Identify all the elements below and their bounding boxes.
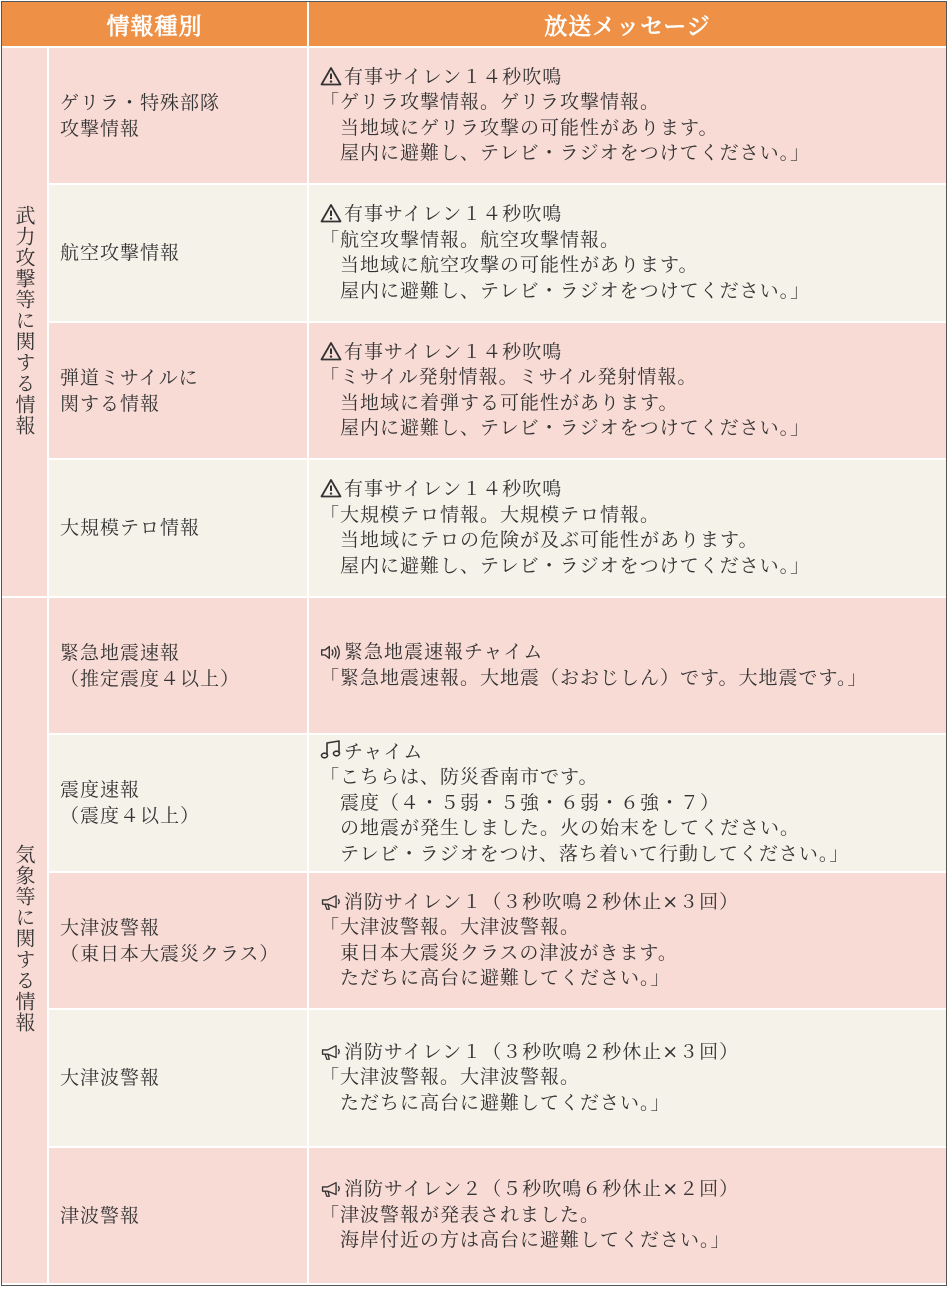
table-row	[2, 734, 946, 872]
alert-sound-text: 消防サイレン２（５秒吹鳴６秒休止×２回）	[344, 1178, 740, 1201]
info-type-text: （震度４以上）	[60, 805, 201, 827]
alert-sound-line	[320, 1177, 946, 1203]
category-label: 武力攻撃等に関する情報	[12, 204, 36, 436]
message-line: 「津波警報が発表されました。	[320, 1203, 601, 1226]
message-line: の地震が発生しました。火の始末をしてください。	[340, 817, 801, 840]
info-type-cell	[48, 47, 308, 184]
broadcast-message-cell	[308, 734, 946, 872]
alert-sound-line	[320, 739, 946, 766]
message-line: 当地域に着弾する可能性があります。	[340, 391, 679, 414]
info-type-cell	[48, 1147, 308, 1284]
table-row	[2, 1009, 946, 1147]
alert-sound-line	[320, 477, 946, 503]
message-line: 東日本大震災クラスの津波がきます。	[340, 941, 678, 964]
broadcast-message-cell	[308, 184, 946, 322]
message-line: 屋内に避難し、テレビ・ラジオをつけてください。」	[340, 417, 811, 439]
table-row	[2, 597, 946, 734]
alert-sound-text: 消防サイレン１（３秒吹鳴２秒休止×３回）	[344, 890, 740, 913]
message-line: 海岸付近の方は高台に避難してください。」	[340, 1229, 731, 1252]
alert-message-table	[2, 2, 946, 1285]
table-row	[2, 184, 946, 322]
table-row	[2, 322, 946, 459]
info-type-text: 弾道ミサイルに	[60, 366, 199, 389]
info-type-text: 大規模テロ情報	[60, 517, 201, 539]
broadcast-message-cell	[308, 872, 946, 1009]
alert-sound-text: 有事サイレン１４秒吹鳴	[344, 203, 563, 225]
message-line: 「大津波警報。大津波警報。	[320, 1066, 581, 1089]
message-line: 屋内に避難し、テレビ・ラジオをつけてください。」	[340, 554, 811, 577]
info-type-cell	[48, 322, 308, 459]
info-type-cell	[48, 734, 308, 872]
info-type-text: 攻撃情報	[60, 117, 141, 140]
alert-message-table-frame	[1, 1, 947, 1286]
message-line: 「大規模テロ情報。大規模テロ情報。	[320, 503, 661, 526]
alert-sound-line	[320, 1040, 946, 1066]
broadcast-message-cell	[308, 597, 946, 734]
info-type-cell	[48, 459, 308, 597]
info-type-cell	[48, 184, 308, 322]
music-note-icon	[320, 739, 342, 759]
message-line: 「ミサイル発射情報。ミサイル発射情報。	[320, 366, 698, 388]
info-type-text: 航空攻撃情報	[60, 242, 181, 264]
alert-sound-text: 消防サイレン１（３秒吹鳴２秒休止×３回）	[344, 1040, 740, 1063]
megaphone-icon	[320, 1180, 342, 1200]
info-type-cell	[48, 872, 308, 1009]
category-armed-attack	[2, 47, 48, 597]
table-row	[2, 872, 946, 1009]
info-type-text: （東日本大震災クラス）	[60, 942, 280, 965]
info-type-text: 震度速報	[60, 779, 141, 801]
alert-sound-text: 有事サイレン１４秒吹鳴	[344, 65, 563, 88]
message-line: ただちに高台に避難してください。」	[340, 967, 671, 989]
broadcast-message-cell	[308, 459, 946, 597]
info-type-text: 津波警報	[60, 1204, 141, 1227]
warning-icon	[320, 203, 342, 223]
megaphone-icon	[320, 1043, 342, 1063]
table-row	[2, 47, 946, 184]
broadcast-message-cell	[308, 47, 946, 184]
message-line: 「航空攻撃情報。航空攻撃情報。	[320, 228, 621, 251]
message-line: テレビ・ラジオをつけ、落ち着いて行動してください。」	[340, 842, 850, 865]
message-line: 「こちらは、防災香南市です。	[320, 766, 599, 789]
info-type-text: ゲリラ・特殊部隊	[60, 91, 221, 114]
alert-sound-line	[320, 640, 946, 666]
info-type-text: （推定震度４以上）	[60, 667, 241, 690]
message-line: 「緊急地震速報。大地震（おおじしん）です。大地震です。」	[320, 666, 868, 689]
megaphone-icon	[320, 893, 342, 913]
message-line: 「ゲリラ攻撃情報。ゲリラ攻撃情報。	[320, 91, 661, 113]
alert-sound-line	[320, 340, 946, 366]
alert-sound-line	[320, 890, 946, 916]
message-line: 「大津波警報。大津波警報。	[320, 916, 581, 938]
message-line: 当地域にテロの危険が及ぶ可能性があります。	[340, 529, 759, 551]
header-info-type: 情報種別	[2, 2, 308, 47]
category-weather	[2, 597, 48, 1284]
info-type-cell	[48, 597, 308, 734]
alert-sound-line	[320, 65, 946, 91]
table-row	[2, 459, 946, 597]
info-type-text: 関する情報	[60, 392, 161, 415]
alert-sound-text: 有事サイレン１４秒吹鳴	[344, 340, 563, 363]
alert-sound-line	[320, 202, 946, 228]
info-type-text: 緊急地震速報	[60, 641, 181, 664]
broadcast-message-cell	[308, 1009, 946, 1147]
info-type-text: 大津波警報	[60, 916, 161, 939]
info-type-text: 大津波警報	[60, 1067, 161, 1089]
warning-icon	[320, 341, 342, 361]
table-row	[2, 1147, 946, 1284]
message-line: 震度（４・５弱・５強・６弱・６強・７）	[340, 791, 721, 814]
info-type-cell	[48, 1009, 308, 1147]
message-line: 当地域にゲリラ攻撃の可能性があります。	[340, 116, 719, 139]
message-line: 当地域に航空攻撃の可能性があります。	[340, 254, 699, 276]
alert-sound-text: 有事サイレン１４秒吹鳴	[344, 478, 563, 500]
message-line: ただちに高台に避難してください。」	[340, 1091, 671, 1114]
message-line: 屋内に避難し、テレビ・ラジオをつけてください。」	[340, 279, 811, 302]
warning-icon	[320, 66, 342, 86]
broadcast-message-cell	[308, 322, 946, 459]
broadcast-message-cell	[308, 1147, 946, 1284]
header-broadcast-message: 放送メッセージ	[308, 2, 946, 47]
warning-icon	[320, 478, 342, 498]
speaker-icon	[320, 643, 342, 663]
table-header-row	[2, 2, 946, 47]
alert-sound-text: チャイム	[344, 740, 424, 763]
category-label: 気象等に関する情報	[12, 844, 36, 1033]
alert-sound-text: 緊急地震速報チャイム	[344, 641, 544, 663]
message-line: 屋内に避難し、テレビ・ラジオをつけてください。」	[340, 142, 811, 164]
